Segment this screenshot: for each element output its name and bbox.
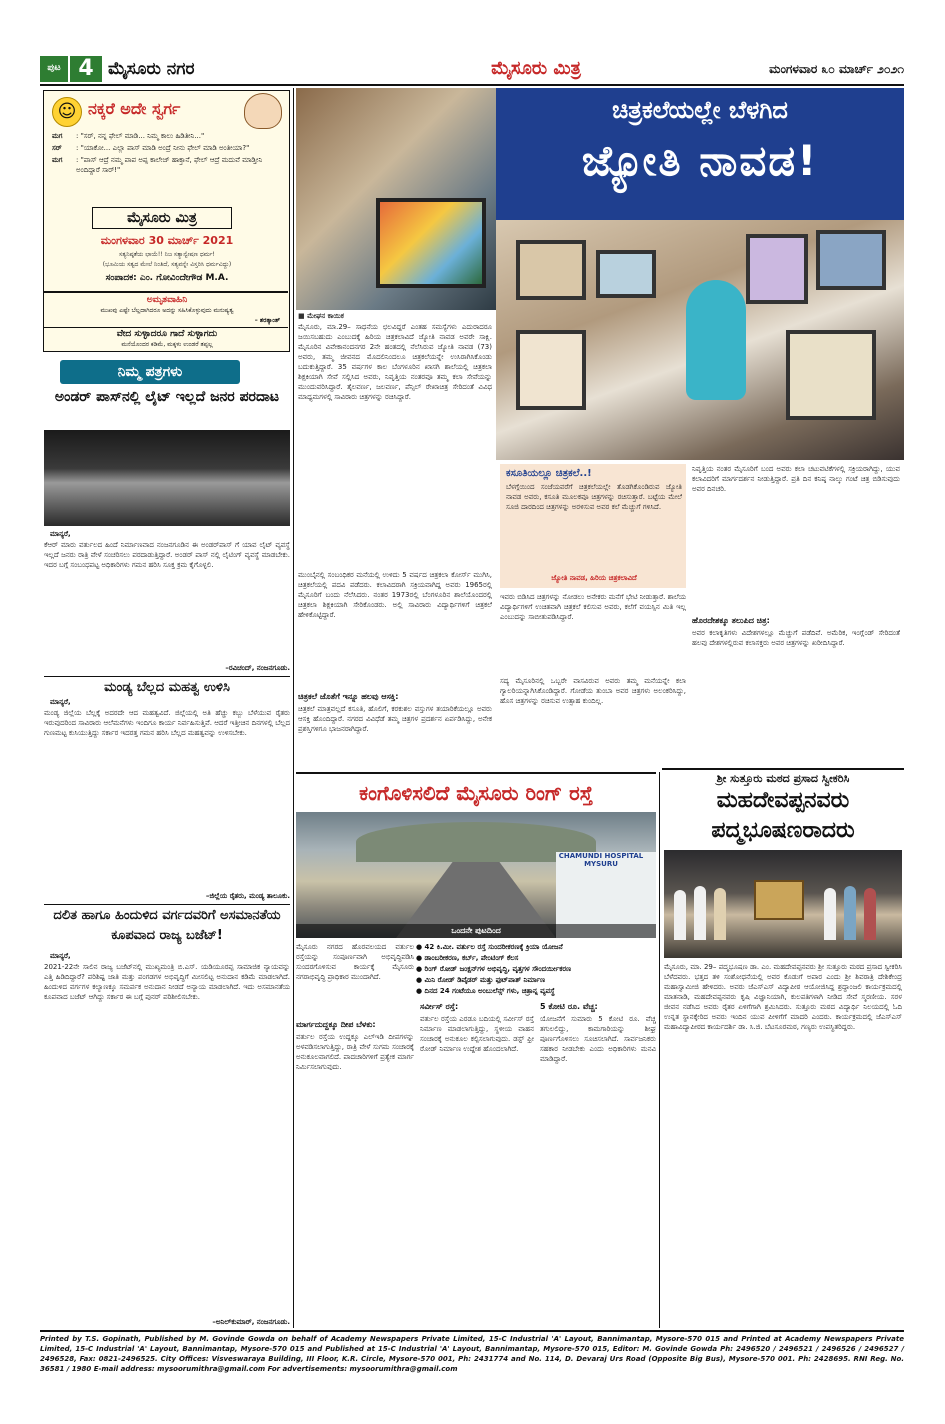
mini-masthead: ಮೈಸೂರು ಮಿತ್ರ <box>92 207 232 229</box>
amruta-title: ಅಮೃತವಾಹಿನಿ <box>146 295 188 305</box>
lead-subhead-2: ಹೊರದೇಶಕ್ಕೂ ತಲುಪಿದ ಚಿತ್ರ: <box>692 616 770 625</box>
amruta-text: ಮುಖವು ಎಷ್ಟೇ ಬೆಲ್ಲದಾಗಿದರೂ ಅದನ್ನು ಸಹಿಸಿಕೊಳ್ಳುವುದು ಮನುಷ್ಯತ್ವ <box>100 307 234 314</box>
bullet-item: ● ಮಿನಿ ರೋಡ್ ಡಿವೈಡರ್ ಮತ್ತು ಫುಟ್‌ಪಾತ್ ನಿರ್ಮಾಣ <box>416 976 546 984</box>
humor-line: ಸರ್ : "ಯಾಕೋ... ಎಲ್ಲಾ ಪಾಸ್ ಮಾಡಿ ಅಂದ್ರೆ ನೀನು ಫೇಲ್ ಮಾಡಿ ಅಂತೀಯಾ?" <box>52 144 250 152</box>
ring-road-render-photo <box>296 812 656 938</box>
ring-subhead-2: ಸರ್ವೀಸ್ ರಸ್ತೆ: <box>420 1002 459 1011</box>
ring-bullets <box>416 942 656 997</box>
padma-title-2: ಮಹದೇವಪ್ಪನವರು <box>716 788 850 813</box>
ring-body-2: ವರ್ತುಲ ರಸ್ತೆಯ ಉದ್ದಕ್ಕೂ ಎಲ್‌ಇಡಿ ದೀಪಗಳನ್ನು ಅಳವಡಿಸಲಾಗುತ್ತಿದ್ದು, ರಾತ್ರಿ ವೇಳೆ ಸುಗಮ ಸಂಚಾರಕ್ಕೆ ಅನುಕೂಲವಾಗಲಿದೆ. ಪಾದಚಾರಿಗಳಿಗೆ ಪ್ರತ್ಯೇಕ ಮಾರ್ಗ ನಿರ್ಮಿಸಲಾಗುವುದು. <box>296 1033 414 1071</box>
frame <box>516 240 586 300</box>
divider <box>44 676 290 677</box>
letter-3-salute: ಮಾನ್ಯರೆ, <box>50 952 71 960</box>
mini-date: ಮಂಗಳವಾರ 30 ಮಾರ್ಚ್ 2021 <box>100 234 234 247</box>
divider <box>44 904 290 905</box>
ring-body-3: ವರ್ತುಲ ರಸ್ತೆಯ ಎರಡೂ ಬದಿಯಲ್ಲಿ ಸರ್ವೀಸ್ ರಸ್ತೆ ನಿರ್ಮಾಣ ಮಾಡಲಾಗುತ್ತಿದ್ದು, ಸ್ಥಳೀಯ ವಾಹನ ಸಂಚಾರಕ್ಕೆ ಅನುಕೂಲ ಕಲ್ಪಿಸಲಾಗುವುದು. ಡಸ್ಟ್ ಫ್ರೀ ರೋಡ್ ನಿರ್ಮಾಣ ಉದ್ದೇಶ ಹೊಂದಲಾಗಿದೆ. <box>420 1015 534 1053</box>
bullet-text: ಮಿನಿ ರೋಡ್ ಡಿವೈಡರ್ ಮತ್ತು ಫುಟ್‌ಪಾತ್ ನಿರ್ಮಾಣ <box>424 976 546 984</box>
padma-title-3: ಪದ್ಮಭೂಷಣರಾದರು <box>711 818 855 843</box>
portrait-frame <box>754 880 804 920</box>
lead-body-7: ಅವರ ಕಲಾಕೃತಿಗಳು ವಿದೇಶಗಳಲ್ಲೂ ಮೆಚ್ಚುಗೆ ಪಡೆದಿವೆ. ಅಮೆರಿಕ, ಇಂಗ್ಲೆಂಡ್ ಸೇರಿದಂತೆ ಹಲವು ದೇಶಗಳಲ್ಲಿರುವ ಕಲಾಸಕ್ತರು ಅವರ ಚಿತ್ರಗಳನ್ನು ಖರೀದಿಸಿದ್ದಾರೆ. <box>692 629 900 647</box>
letter-3-body: 2021-22ನೇ ಸಾಲಿನ ರಾಜ್ಯ ಬಜೆಟ್‌ನಲ್ಲಿ ಮುಖ್ಯಮಂತ್ರಿ ಬಿ.ಎಸ್. ಯಡಿಯೂರಪ್ಪ ಸಾಮಾಜಿಕ ನ್ಯಾಯವನ್ನು ಎತ್ತಿ ಹಿಡಿದಿದ್ದಾರೆ? ಪರಿಶಿಷ್ಟ ಜಾತಿ ಮತ್ತು ಪಂಗಡಗಳ ಅಭಿವೃದ್ಧಿಗೆ ಮೀಸಲಿಟ್ಟ ಅನುದಾನ ಕಡಿಮೆ ಮಾಡಲಾಗಿದೆ. ಹಿಂದುಳಿದ ವರ್ಗಗಳ ಕಲ್ಯಾಣಕ್ಕೂ ಸಮರ್ಪಕ ಅನುದಾನ ನೀಡದೆ ಅನ್ಯಾಯ ಮಾಡಲಾಗಿದೆ. ಇದು ಅಸಮಾನತೆಯ ಕೂಪವಾದ ಬಜೆಟ್ ಆಗಿದ್ದು ಸರ್ಕಾರ ಈ ಬಗ್ಗೆ ಪುನರ್ ಪರಿಶೀಲಿಸಬೇಕು. <box>44 963 290 1001</box>
letter-2-body: ಮಂಡ್ಯ ಜಿಲ್ಲೆಯ ಬೆಲ್ಲಕ್ಕೆ ಅದರದೇ ಆದ ಮಹತ್ವವಿದೆ. ಜಿಲ್ಲೆಯಲ್ಲಿ ಅತಿ ಹೆಚ್ಚು ಕಬ್ಬು ಬೆಳೆಯುವ ರೈತರು ಇರುವುದರಿಂದ ಸಾವಿರಾರು ಆಲೆಮನೆಗಳು ಇಂದಿಗೂ ಕಾರ್ಯ ನಿರ್ವಹಿಸುತ್ತಿವೆ. ಆದರೆ ಇತ್ತೀಚಿನ ದಿನಗಳಲ್ಲಿ ಬೆಲ್ಲದ ಗುಣಮಟ್ಟ ಕುಸಿಯುತ್ತಿದ್ದು ಸರ್ಕಾರ ಇದರತ್ತ ಗಮನ ಹರಿಸಿ ಬೆಲ್ಲದ ಮಹತ್ವವನ್ನು ಉಳಿಸಬೇಕು. <box>44 709 290 737</box>
hospital-sign: CHAMUNDI HOSPITAL MYSURU <box>558 852 644 868</box>
humor-dialogue <box>52 131 282 175</box>
embroidery-box <box>500 464 686 588</box>
frame <box>596 250 656 298</box>
letter-1-title: ಅಂಡರ್ ಪಾಸ್‌ನಲ್ಲಿ ಲೈಟ್ ಇಲ್ಲದೆ ಜನರ ಪರದಾಟ <box>54 389 280 405</box>
lead-body-2: ಮುಂಬೈನಲ್ಲಿ ಸಂಬಂಧಿಕರ ಮನೆಯಲ್ಲಿ ಉಳಿದು 5 ವರ್ಷದ ಚಿತ್ರಕಲಾ ಕೋರ್ಸ್ ಮುಗಿಸಿ, ಚಿತ್ರಕಲೆಯಲ್ಲಿ ಪದವಿ ಪಡೆದರು. ಕಲಾವಿದರಾಗಿ ಸಕ್ರಿಯವಾಗಿದ್ದ ಅವರು 1965ರಲ್ಲಿ ಮೈಸೂರಿಗೆ ಬಂದು ನೆಲೆಸಿದರು. ನಂತರ 1973ರಲ್ಲಿ ಬೆಂಗಳೂರಿನ ಶಾಲೆಯೊಂದರಲ್ಲಿ ಚಿತ್ರಕಲಾ ಶಿಕ್ಷಕಿಯಾಗಿ ಸೇರಿಕೊಂಡರು. ಅಲ್ಲಿ ಸಾವಿರಾರು ವಿದ್ಯಾರ್ಥಿಗಳಿಗೆ ಚಿತ್ರಕಲೆ ಹೇಳಿಕೊಟ್ಟಿದ್ದಾರೆ. <box>298 571 492 619</box>
veda-text: ಮನೆಯೊಂದರ ಕಡಿಮೆ, ಮಕ್ಕಳು ಉಂಡರೆ ತಪ್ಪಲ್ಲ <box>121 341 213 348</box>
person <box>714 888 726 940</box>
person <box>674 890 686 940</box>
page-number: 4 <box>68 56 102 82</box>
padma-title-1: ಶ್ರೀ ಸುತ್ತೂರು ಮಠದ ಪ್ರಸಾದ ಸ್ವೀಕರಿಸಿ <box>716 772 850 785</box>
column-rule-left <box>293 88 294 1328</box>
person <box>864 888 876 940</box>
issue-date: ಮಂಗಳವಾರ ೩೦ ಮಾರ್ಚ್ ೨೦೨೧ <box>769 62 904 76</box>
bullet-item: ● 42 ಕಿ.ಮೀ. ವರ್ತುಲ ರಸ್ತೆ ಸುಂದರೀಕರಣಕ್ಕೆ ಕ್ರಿಯಾ ಯೋಜನೆ <box>416 943 563 951</box>
headline-line-1: ಚಿತ್ರಕಲೆಯಲ್ಲೇ ಬೆಳಗಿದ <box>612 96 788 124</box>
headline-panel <box>496 88 904 220</box>
caption-bar: ಒಂದನೇ ಪುಟದಿಂದ <box>296 924 656 938</box>
bullet-text: ರಿಂಗ್ ರೋಡ್ ಜಂಕ್ಷನ್‌ಗಳ ಅಭಿವೃದ್ಧಿ, ವೃತ್ತಗಳ ಸೌಂದರ್ಯೀಕರಣ <box>424 965 572 973</box>
header <box>40 52 904 84</box>
ring-road-title: ಕಂಗೊಳಿಸಲಿದೆ ಮೈಸೂರು ರಿಂಗ್ ರಸ್ತೆ <box>359 781 593 805</box>
photo-credit: ■ ಮೇಘನ ಕಾಯಿಕ <box>298 312 344 320</box>
painting-in-photo <box>376 198 486 288</box>
page-label: ಪುಟ <box>40 56 68 82</box>
humor-line: ಮಗ : "ಪಾಸ್ ಆದ್ರೆ ನಮ್ಮ ಪಾಪ ಅಪ್ಪ ಕಾಲೇಜ್ ಹಾಕ್ತಾನೆ, ಫೇಲ್ ಆದ್ರೆ ಮದುವೆ ಮಾಡ್ತೀನಿ ಅಂದಿದ್ದಾರೆ ಸಾರ್!" <box>52 156 263 174</box>
person <box>844 886 856 940</box>
embroidery-title: ಕಸೂತಿಯಲ್ಲೂ ಚಿತ್ರಕಲೆ..! <box>506 468 592 479</box>
column-rule-right <box>659 772 660 1328</box>
divider <box>44 327 288 328</box>
cartoon-icon <box>244 93 282 129</box>
embroidery-body: ಬೆಳಗ್ಗೆಯಿಂದ ಸಂಜೆಯವರೆಗೆ ಚಿತ್ರಕಲೆಯಲ್ಲೇ ತೊಡಗಿಕೊಂಡಿರುವ ಜ್ಯೋತಿ ನಾವಡ ಅವರು, ಕಸೂತಿ ಮೂಲಕವೂ ಚಿತ್ರಗಳನ್ನು ರಚಿಸುತ್ತಾರೆ. ಬಟ್ಟೆಯ ಮೇಲೆ ಸೂಜಿ ದಾರದಿಂದ ಚಿತ್ರಗಳನ್ನು ಅರಳಿಸುವ ಅವರ ಕಲೆ ಮೆಚ್ಚುಗೆ ಗಳಿಸಿದೆ. <box>506 483 682 511</box>
person <box>694 886 706 940</box>
photo-credit-name: ಮೇಘನ ಕಾಯಿಕ <box>307 312 344 320</box>
ring-subhead-1: ಮಾರ್ಗದುದ್ದಕ್ಕೂ ದೀಪ ಬೆಳಕು: <box>296 1020 376 1029</box>
laugh-face-icon: ☺ <box>52 97 82 127</box>
lead-body-6: ನಿವೃತ್ತಿಯ ನಂತರ ಮೈಸೂರಿಗೆ ಬಂದ ಅವರು ಕಲಾ ಚಟುವಟಿಕೆಗಳಲ್ಲಿ ಸಕ್ರಿಯರಾಗಿದ್ದು, ಯುವ ಕಲಾವಿದರಿಗೆ ಮಾರ್ಗದರ್ಶನ ನೀಡುತ್ತಿದ್ದಾರೆ. ಪ್ರತಿ ದಿನ ಕನಿಷ್ಠ ನಾಲ್ಕು ಗಂಟೆ ಚಿತ್ರ ಬಿಡಿಸುವುದು ಅವರ ದಿನಚರಿ. <box>692 465 900 493</box>
underpass-photo <box>44 430 290 526</box>
lead-subhead-1: ಚಿತ್ರಕಲೆ ಜೊತೆಗೆ ಇನ್ನೂ ಹಲವು ಆಸಕ್ತಿ: <box>298 692 399 701</box>
frame <box>816 230 886 290</box>
mini-tagline: ಸತ್ಯನಿಷ್ಠತೆಯ ಛಾಯೆ!! ನಿಜ ಸತ್ಯಾನ್ವೇಷಣ ಧರ್ಮ! <box>119 251 215 258</box>
mini-tagline-2: (ಭೂಮಿಯ ಸತ್ವದ ಮೇಲೆ ನಿಂತಿದೆ, ಸತ್ಯವನ್ನೇ ವಿಸ್ತರಿಸಿ ಧರ್ಮವಿದ್ದು) <box>102 261 232 268</box>
headline-line-2: ಜ್ಯೋತಿ ನಾವಡ! <box>581 136 819 185</box>
letter-2-sign: –ಜಿಲ್ಲೆಯ ರೈತರು, ಮಂಡ್ಯ ತಾಲೂಕು. <box>205 892 290 900</box>
bullet-text: ದಿನದ 24 ಗಂಟೆಯೂ ಅಂಬುಲೆನ್ಸ್ ಗಳು, ಚಿತ್ರಾನ್ನ ವ್ಯವಸ್ಥೆ <box>424 987 555 995</box>
artist-with-paintings-photo <box>496 220 904 460</box>
letter-3-sign: –ಅನಿಲ್‌ಕುಮಾರ್, ನಂಜನಗೂಡು. <box>212 1318 290 1326</box>
header-rule <box>40 84 904 86</box>
ring-body-4: ಯೋಜನೆಗೆ ಸುಮಾರು 5 ಕೋಟಿ ರೂ. ವೆಚ್ಚ ತಗುಲಲಿದ್ದು, ಕಾಮಗಾರಿಯನ್ನು ಶೀಘ್ರ ಪೂರ್ಣಗೊಳಿಸಲು ಸೂಚಿಸಲಾಗಿದೆ. ಸಾರ್ವಜನಿಕರು ಸಹಕಾರ ನೀಡಬೇಕು ಎಂದು ಅಧಿಕಾರಿಗಳು ಮನವಿ ಮಾಡಿದ್ದಾರೆ. <box>540 1015 656 1063</box>
letter-1-salute: ಮಾನ್ಯರೆ, <box>50 530 71 538</box>
editor-line: ಸಂಪಾದಕ: ಎಂ. ಗೋವಿಂದೇಗೌಡ M.A. <box>105 273 229 283</box>
divider <box>662 768 904 770</box>
padma-event-photo <box>664 850 902 958</box>
frame <box>786 330 876 420</box>
lead-body-5: ಸದ್ಯ ಮೈಸೂರಿನಲ್ಲಿ ಒಬ್ಬರೇ ವಾಸವಿರುವ ಅವರು ತಮ್ಮ ಮನೆಯನ್ನೇ ಕಲಾ ಗ್ಯಾಲರಿಯನ್ನಾಗಿಸಿಕೊಂಡಿದ್ದಾರೆ. ಗೋಡೆಯ ತುಂಬಾ ಅವರ ಚಿತ್ರಗಳು ಅಲಂಕರಿಸಿದ್ದು, ಹೊಸ ಚಿತ್ರಗಳನ್ನು ರಚಿಸುವ ಉತ್ಸಾಹ ಕುಂದಿಲ್ಲ. <box>500 677 686 705</box>
letter-1-sign: –ರವಿಚಂದ್, ನಂಜನಗೂಡು. <box>225 664 290 672</box>
bullet-item: ● ದಿನದ 24 ಗಂಟೆಯೂ ಅಂಬುಲೆನ್ಸ್ ಗಳು, ಚಿತ್ರಾನ್ನ ವ್ಯವಸ್ಥೆ <box>416 987 555 995</box>
bullet-item: ● ರಿಂಗ್ ರೋಡ್ ಜಂಕ್ಷನ್‌ಗಳ ಅಭಿವೃದ್ಧಿ, ವೃತ್ತಗಳ ಸೌಂದರ್ಯೀಕರಣ <box>416 965 572 973</box>
lead-body-1: ಮೈಸೂರು, ಮಾ.29– ಸಾಧನೆಯ ಛಲವಿದ್ದರೆ ಎಂತಹ ಸಮಸ್ಯೆಗಳು ಎದುರಾದರೂ ಜಯಿಸಬಹುದು ಎಂಬುದಕ್ಕೆ ಹಿರಿಯ ಚಿತ್ರಕಲಾವಿದೆ ಜ್ಯೋತಿ ನಾವಡ ಅವರೇ ಸಾಕ್ಷಿ. ಮೈಸೂರಿನ ವಿವೇಕಾನಂದನಗರ 2ನೇ ಹಂತದಲ್ಲಿ ನೆಲೆಸಿರುವ ಜ್ಯೋತಿ ನಾವಡ (73) ಅವರು, ತಮ್ಮ ಜೀವನದ ಮೊದಲಿನಿಂದಲೂ ಚಿತ್ರಕಲೆಯನ್ನೇ ಉಸಿರಾಗಿಸಿಕೊಂಡು ಬದುಕುತ್ತಿದ್ದಾರೆ. 35 ವರ್ಷಗಳ ಕಾಲ ಬೆಂಗಳೂರಿನ ಖಾಸಗಿ ಶಾಲೆಯಲ್ಲಿ ಚಿತ್ರಕಲಾ ಶಿಕ್ಷಕಿಯಾಗಿ ಸೇವೆ ಸಲ್ಲಿಸಿದ ಅವರು, ನಿವೃತ್ತಿಯ ನಂತರವೂ ತಮ್ಮ ಕಲಾ ಸೇವೆಯನ್ನು ಮುಂದುವರಿಸಿದ್ದಾರೆ. ತೈಲವರ್ಣ, ಜಲವರ್ಣ, ಪೆನ್ಸಿಲ್ ರೇಖಾಚಿತ್ರ ಸೇರಿದಂತೆ ವಿವಿಧ ಮಾಧ್ಯಮಗಳಲ್ಲಿ ಸಾವಿರಾರು ಚಿತ್ರಗಳನ್ನು ರಚಿಸಿದ್ದಾರೆ. <box>298 323 492 401</box>
section-title: ಮೈಸೂರು ನಗರ <box>108 59 195 79</box>
letter-2-salute: ಮಾನ್ಯರೆ, <box>50 698 71 706</box>
humor-line: ಮಗ : "ಸರ್, ನನ್ನ ಫೇಲ್ ಮಾಡಿ... ನಿಮ್ಮ ಕಾಲು ಹಿಡಿತೀನಿ..." <box>52 132 205 140</box>
humor-box <box>43 90 290 352</box>
amruta-author: – ಶರತ್ಕಾಂತ್ <box>254 317 280 324</box>
ring-body-1: ಮೈಸೂರು ನಗರದ ಹೊರವಲಯದ ವರ್ತುಲ ರಸ್ತೆಯನ್ನು ಸಂಪೂರ್ಣವಾಗಿ ಅಭಿವೃದ್ಧಿಪಡಿಸಿ ಸುಂದರಗೊಳಿಸುವ ಕಾರ್ಯಕ್ಕೆ ಮೈಸೂರು ನಗರಾಭಿವೃದ್ಧಿ ಪ್ರಾಧಿಕಾರ ಮುಂದಾಗಿದೆ. <box>296 943 414 981</box>
humor-title: ನಕ್ಕರೆ ಅದೇ ಸ್ವರ್ಗ <box>88 99 181 118</box>
person <box>824 888 836 940</box>
divider <box>296 772 656 774</box>
artist-figure <box>686 280 746 400</box>
padma-body: ಮೈಸೂರು, ಮಾ. 29– ಪದ್ಮಭೂಷಣ ಡಾ. ಎಂ. ಮಹದೇವಪ್ಪನವರು ಶ್ರೀ ಸುತ್ತೂರು ಮಠದ ಪ್ರಸಾದ ಸ್ವೀಕರಿಸಿ ಬೆಳೆದವರು. ಭತ್ತದ ತಳಿ ಸಂಶೋಧನೆಯಲ್ಲಿ ಅವರ ಕೊಡುಗೆ ಅಪಾರ ಎಂದು ಶ್ರೀ ಶಿವರಾತ್ರಿ ದೇಶಿಕೇಂದ್ರ ಮಹಾಸ್ವಾಮೀಜಿ ಹೇಳಿದರು. ಅವರು ಜೆಎಸ್‌ಎಸ್ ವಿದ್ಯಾಪೀಠ ಆಯೋಜಿಸಿದ್ದ ಶ್ರದ್ಧಾಂಜಲಿ ಕಾರ್ಯಕ್ರಮದಲ್ಲಿ ಮಾತನಾಡಿ, ಮಹದೇವಪ್ಪನವರು ಕೃಷಿ ವಿಜ್ಞಾನಿಯಾಗಿ, ಕುಲಪತಿಗಳಾಗಿ ನೀಡಿದ ಸೇವೆ ಸ್ಮರಣೀಯ. ಸರಳ ಜೀವನ ನಡೆಸಿದ ಅವರು ರೈತರ ಏಳಿಗೆಗಾಗಿ ಶ್ರಮಿಸಿದರು. ಸುತ್ತೂರು ಮಠದ ವಿದ್ಯಾರ್ಥಿ ನಿಲಯದಲ್ಲಿ ಓದಿ ಉನ್ನತ ಸ್ಥಾನಕ್ಕೇರಿದ ಅವರು ಇಂದಿನ ಯುವ ಪೀಳಿಗೆಗೆ ಮಾದರಿ ಎಂದರು. ಕಾರ್ಯಕ್ರಮದಲ್ಲಿ ಜೆಎಸ್‌ಎಸ್ ಮಹಾವಿದ್ಯಾಪೀಠದ ಕಾರ್ಯದರ್ಶಿ ಡಾ. ಸಿ.ಜಿ. ಬೆಟಸೂರಮಠ, ಗಣ್ಯರು ಉಪಸ್ಥಿತರಿದ್ದರು. <box>664 963 902 1031</box>
lead-body-4: ಇವರು ಬಿಡಿಸಿದ ಚಿತ್ರಗಳನ್ನು ನೋಡಲು ಅನೇಕರು ಮನೆಗೆ ಭೇಟಿ ನೀಡುತ್ತಾರೆ. ಶಾಲೆಯ ವಿದ್ಯಾರ್ಥಿಗಳಿಗೆ ಉಚಿತವಾಗಿ ಚಿತ್ರಕಲೆ ಕಲಿಸುವ ಅವರು, ಕಲೆಗೆ ವಯಸ್ಸಿನ ಮಿತಿ ಇಲ್ಲ ಎಂಬುದನ್ನು ಸಾಬೀತುಪಡಿಸಿದ್ದಾರೆ. <box>500 593 686 621</box>
imprint-line: Printed by T.S. Gopinath, Published by M. Govinde Gowda on behalf of Academy Newspapers Private Limited, 15-C Industrial 'A' Layout, Bannimantap, Mysore-570 015 and Printed at Academy Newspapers Private Limited, 15-C Industrial 'A' Layout, Bannimantap, Mysore-570 015 and Published at 15-C Industrial 'A' Layout, Bannimantap, Mysore-570 015, Editor: M. Govinde Gowda Ph: 2496520 / 2496521 / 2496526 / 2496527 / 2496528, Fax: 0821-2496525. City Offices: Visveswaraya Building, III Floor, K.R. Circle, Mysore-570 001, Ph: 2431774 and No. 114, D. Devaraj Urs Road (Opposite Big Bus), Mysore-570 001. Ph: 2428695. RNI Reg. No. 36581 / 1980 E-mail address: mysoorumithra@gmail.com For advertisements: mysoorumithra@gmail.com <box>40 1335 904 1373</box>
ring-subhead-3: 5 ಕೋಟಿ ರೂ. ವೆಚ್ಚ: <box>540 1002 598 1011</box>
artist-photo-main <box>296 88 496 310</box>
letter-2-title: ಮಂಡ್ಯ ಬೆಲ್ಲದ ಮಹತ್ವ ಉಳಿಸಿ <box>104 680 230 695</box>
veda-title: ವೇದ ಸುಳ್ಳಾದರೂ ಗಾದೆ ಸುಳ್ಳಾಗದು <box>116 329 218 339</box>
lead-body-3: ಚಿತ್ರಕಲೆ ಮಾತ್ರವಲ್ಲದೆ ಕಸೂತಿ, ಹೊಲಿಗೆ, ಕರಕುಶಲ ವಸ್ತುಗಳ ತಯಾರಿಕೆಯಲ್ಲೂ ಅವರು ಆಸಕ್ತಿ ಹೊಂದಿದ್ದಾರೆ. ನಗರದ ವಿವಿಧೆಡೆ ತಮ್ಮ ಚಿತ್ರಗಳ ಪ್ರದರ್ಶನ ಏರ್ಪಡಿಸಿದ್ದು, ಅನೇಕ ಪ್ರಶಸ್ತಿಗಳಿಗೂ ಭಾಜನರಾಗಿದ್ದಾರೆ. <box>298 705 492 733</box>
embroidery-caption: ಜ್ಯೋತಿ ನಾವಡ, ಹಿರಿಯ ಚಿತ್ರಕಲಾವಿದೆ <box>551 574 637 582</box>
divider <box>44 291 288 293</box>
letters-banner: ನಿಮ್ಮ ಪತ್ರಗಳು <box>60 360 240 384</box>
letter-3-title: ದಲಿತ ಹಾಗೂ ಹಿಂದುಳಿದ ವರ್ಗದವರಿಗೆ ಅಸಮಾನತೆಯ ಕೂಪವಾದ ರಾಜ್ಯ ಬಜೆಟ್! <box>53 908 281 943</box>
bullet-text: 42 ಕಿ.ಮೀ. ವರ್ತುಲ ರಸ್ತೆ ಸುಂದರೀಕರಣಕ್ಕೆ ಕ್ರಿಯಾ ಯೋಜನೆ <box>424 943 563 951</box>
letter-1-body: ಕೆಆರ್ ಮಾರು ವರ್ತುಲದ ಹಿಂದೆ ನಿರ್ಮಾಣವಾದ ನಂಜನಗೂಡಿನ ಈ ಅಂಡರ್‌ಪಾಸ್ ಗೆ ಯಾವ ಲೈಟ್ ವ್ಯವಸ್ಥೆ ಇಲ್ಲದೆ ಜನರು ರಾತ್ರಿ ವೇಳೆ ಸಂಚರಿಸಲು ಪರದಾಡುತ್ತಿದ್ದಾರೆ. ಅಂಡರ್ ಪಾಸ್ ನಲ್ಲಿ ಲೈಟಿಂಗ್ ವ್ಯವಸ್ಥೆ ಮಾಡಬೇಕು. ಇದರ ಬಗ್ಗೆ ಸಂಬಂಧಪಟ್ಟ ಅಧಿಕಾರಿಗಳು ಗಮನ ಹರಿಸಿ ಸೂಕ್ತ ಕ್ರಮ ಕೈಗೊಳ್ಳಲಿ. <box>44 541 290 569</box>
bullet-item: ● ಡಾಂಬರೀಕರಣ, ಕರ್ಬ್, ಪೇಂಟಿಂಗ್ ಕೆಲಸ <box>416 954 519 962</box>
masthead: ಮೈಸೂರು ಮಿತ್ರ <box>491 58 581 79</box>
frame <box>516 330 586 410</box>
bullet-text: ಡಾಂಬರೀಕರಣ, ಕರ್ಬ್, ಪೇಂಟಿಂಗ್ ಕೆಲಸ <box>424 954 519 962</box>
frame <box>746 234 808 304</box>
footer-rule <box>40 1330 904 1332</box>
